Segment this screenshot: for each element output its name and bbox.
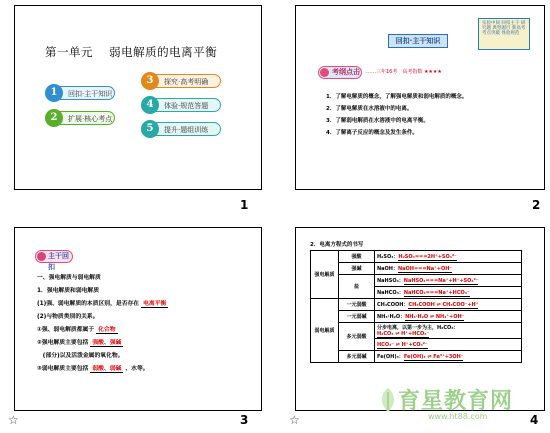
star-icon[interactable]: ☆	[8, 413, 19, 427]
pill-label: 探究·高考明确	[164, 78, 209, 86]
objective-line: 1．了解电解质的概念，了解强电解质和弱电解质的概念。	[326, 94, 468, 100]
answer-blank: 强酸、强碱	[92, 340, 122, 346]
pill-training[interactable]	[143, 122, 221, 136]
table-row	[311, 251, 522, 263]
answer-blank: 电离平衡	[143, 301, 167, 307]
pill-label: 提升·题组训练	[164, 126, 209, 134]
section-banner: 回扣·主干知识	[388, 34, 448, 48]
text-line: (部分)以及活泼金属的氧化物。	[37, 353, 124, 359]
pill-label: 体验·规范答题	[164, 102, 209, 110]
text-line: (1)强、弱电解质的本质区别，是否存在 电离平衡	[37, 301, 167, 307]
subtype-cell: 强酸	[339, 251, 375, 263]
equation-cell: NaHCO₃：NaHCO₃===Na⁺+HCO₃⁻	[375, 287, 522, 299]
table-row	[311, 351, 522, 363]
slide-2-thumbnail[interactable]	[295, 5, 545, 190]
subtype-cell: 一元弱碱	[339, 311, 375, 323]
number-badge: 2	[45, 109, 63, 127]
text-line: ③弱电解质主要包括 弱酸、弱碱 、水等。	[37, 366, 149, 372]
text-line: 一、强电解质与弱电解质	[37, 275, 101, 281]
text-line: ①强、弱电解质都属于 化合物	[37, 327, 116, 333]
table-row	[311, 275, 522, 287]
pill-practice[interactable]	[143, 98, 221, 112]
objective-line: 3．了解弱电解质在水溶液中的电离平衡。	[326, 118, 429, 124]
subtype-cell: 盐	[339, 275, 375, 299]
slide-number: 2	[532, 198, 541, 212]
slide-1-thumbnail[interactable]	[14, 5, 262, 190]
text-line: ②强电解质主要包括 强酸、强碱	[37, 340, 122, 346]
watermark-brand: 育星教育网	[398, 389, 514, 414]
slide-number: 1	[240, 198, 249, 212]
number-badge: 4	[141, 96, 159, 114]
star-icon[interactable]: ☆	[289, 413, 300, 427]
slide-3-thumbnail[interactable]	[14, 227, 262, 411]
category-cell: 强电解质	[311, 251, 339, 299]
number-badge: 5	[141, 120, 159, 138]
equation-cell: NH₃·H₂O：NH₃·H₂O ⇌ NH₄⁺+OH⁻	[375, 311, 522, 323]
slide-number: 3	[240, 413, 249, 427]
number-badge: 1	[45, 84, 63, 102]
slide-title: 第一单元 弱电解质的电离平衡	[45, 45, 218, 59]
text-line: 1．强电解质和弱电解质	[37, 288, 100, 294]
table-row	[311, 263, 522, 275]
table-row	[311, 323, 522, 339]
answer-blank: 弱酸、弱碱	[92, 366, 122, 372]
equation-cell: H₂SO₄：H₂SO₄===2H⁺+SO₄²⁻	[375, 251, 522, 263]
pill-core[interactable]	[47, 111, 115, 125]
leaf-logo-icon	[376, 386, 400, 414]
subtype-cell: 多元弱酸	[339, 323, 375, 351]
pill-explore[interactable]	[143, 74, 221, 88]
subtype-cell: 强碱	[339, 263, 375, 275]
ionization-table	[310, 250, 522, 363]
category-cell: 弱电解质	[311, 299, 339, 363]
table-row	[311, 311, 522, 323]
equation-cell: NaHSO₄：NaHSO₄===Na⁺+H⁺+SO₄²⁻	[375, 275, 522, 287]
bullet-icon	[37, 252, 46, 261]
text-line: (2)与物质类别的关系。	[37, 314, 99, 320]
number-badge: 3	[141, 72, 159, 90]
equation-cell: HCO₃⁻ ⇌ H⁺+CO₃²⁻	[375, 339, 522, 351]
subtype-cell: 多元弱碱	[339, 351, 375, 363]
equation-cell: 分步电离，以第一步为主，H₂CO₃： H₂CO₃ ⇌ H⁺+HCO₃⁻	[375, 323, 522, 339]
answer-blank: 化合物	[98, 327, 116, 333]
decorative-stamp: 实验中间 回扣主干 研究题 典型题目 新高考 考点突破 体验规范	[478, 18, 530, 50]
table-row	[311, 299, 522, 311]
bullet-icon	[320, 68, 329, 77]
equation-cell: Fe(OH)₃：Fe(OH)₃ ⇌ Fe³⁺+3OH⁻	[375, 351, 522, 363]
watermark-url: www.ht88.com	[428, 412, 488, 421]
section-head: 主干回扣	[35, 250, 73, 263]
subtype-cell: 一元弱酸	[339, 299, 375, 311]
exam-frequency-note: ……三年16考 高考指数 ★★★★	[366, 69, 442, 75]
pill-review[interactable]	[47, 86, 115, 100]
pill-label: 回扣·主干知识	[68, 90, 113, 98]
objective-line: 2．了解电解质在水溶液中的电离。	[326, 106, 413, 112]
equation-cell: NaOH：NaOH===Na⁺+OH⁻	[375, 263, 522, 275]
slide-number: 4	[530, 413, 539, 427]
exam-points-label: 考纲点击	[318, 66, 362, 79]
equation-cell: CH₃COOH：CH₃COOH ⇌ CH₃COO⁻+H⁺	[375, 299, 522, 311]
pill-label: 扩展·核心考点	[68, 115, 113, 123]
objective-line: 4．了解离子反应的概念及发生条件。	[326, 130, 418, 136]
table-caption: 2．电离方程式的书写	[310, 242, 364, 248]
